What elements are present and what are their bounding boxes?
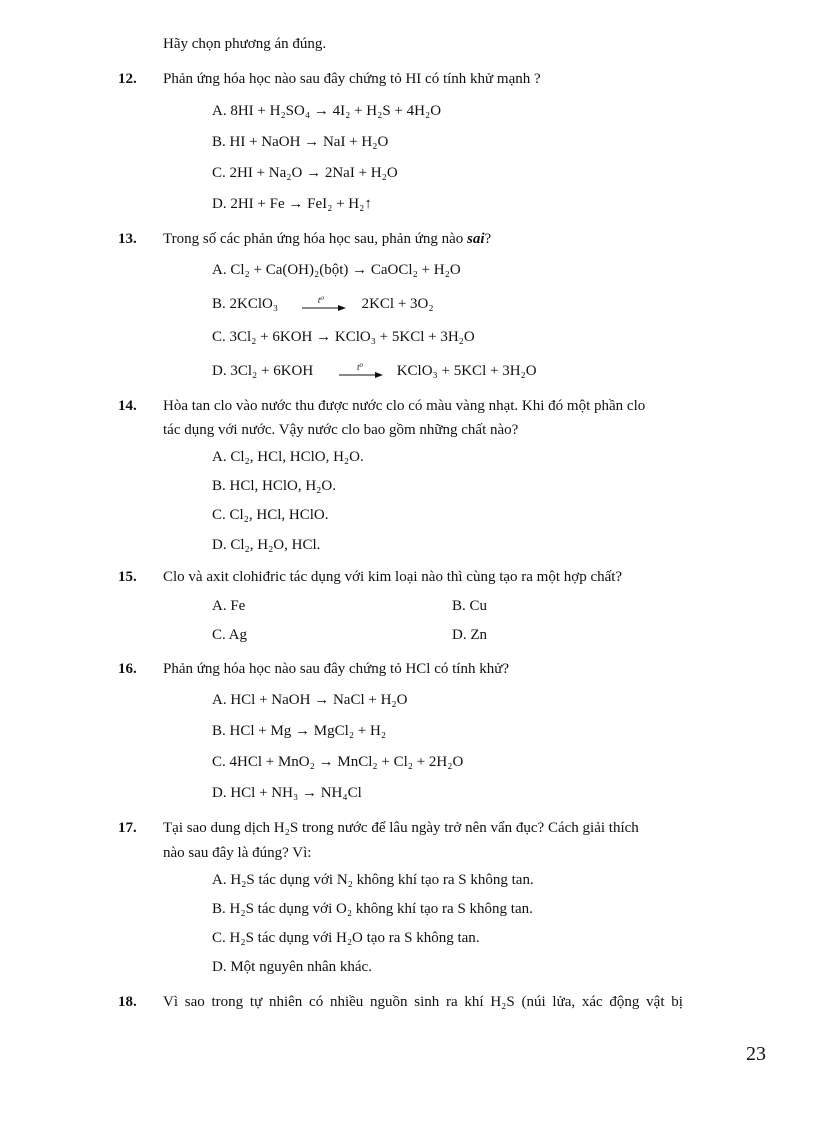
option-c: C. H₂S tác dụng với H₂O tạo ra S không tan.	[212, 930, 480, 946]
option-c: C. Cl₂, HCl, HClO.	[212, 507, 329, 523]
option-c: C. 2HI + Na₂O → 2NaI + H₂O	[212, 165, 398, 181]
question-text: Vì sao trong tự nhiên có nhiều nguồn sinh ra khí H₂S (núi lửa, xác động vật bị	[163, 994, 683, 1010]
question-text: Phản ứng hóa học nào sau đây chứng tỏ HCl có tính khử?	[163, 661, 509, 677]
option-d: D. Zn	[452, 627, 487, 643]
question-number: 18.	[118, 994, 137, 1010]
question-text-line-2: tác dụng với nước. Vậy nước clo bao gồm những chất nào?	[163, 422, 519, 438]
option-b: B. 2KClO₃ t⁰ 2KCl + 3O₂	[212, 294, 434, 312]
option-b: B. HCl + Mg → MgCl₂ + H₂	[212, 723, 387, 739]
page-number: 23	[746, 1043, 766, 1065]
option-a: A. Cl₂, HCl, HClO, H₂O.	[212, 449, 364, 465]
option-a: A. Fe	[212, 598, 246, 614]
question-number: 17.	[118, 820, 137, 836]
option-c: C. Ag	[212, 627, 248, 643]
option-a: A. Cl₂ + Ca(OH)₂(bột) → CaOCl₂ + H₂O	[212, 262, 461, 278]
option-c: C. 4HCl + MnO₂ → MnCl₂ + Cl₂ + 2H₂O	[212, 754, 464, 770]
option-d: D. 3Cl₂ + 6KOH t⁰ KClO₃ + 5KCl + 3H₂O	[212, 361, 537, 379]
question-text: Clo và axit clohiđric tác dụng với kim loại nào thì cùng tạo ra một hợp chất?	[163, 569, 623, 585]
question-text-line-1: Hòa tan clo vào nước thu được nước clo có màu vàng nhạt. Khi đó một phần clo	[163, 398, 646, 414]
question-text-line-2: nào sau đây là đúng? Vì:	[163, 845, 312, 861]
question-text-line-1: Tại sao dung dịch H₂S trong nước để lâu ngày trở nên vẩn đục? Cách giải thích	[163, 820, 639, 836]
question-text: Trong số các phản ứng hóa học sau, phản ứng nào sai?	[163, 231, 492, 247]
question-number: 16.	[118, 661, 137, 677]
option-a: A. 8HI + H₂SO₄ → 4I₂ + H₂S + 4H₂O	[212, 103, 442, 119]
question-number: 14.	[118, 398, 137, 414]
heat-arrow-icon: t⁰	[339, 365, 383, 379]
heat-arrow-icon: t⁰	[302, 298, 346, 312]
question-number: 13.	[118, 231, 137, 247]
emphasis-sai: sai	[466, 231, 485, 247]
option-b: B. H₂S tác dụng với O₂ không khí tạo ra S không tan.	[212, 901, 533, 917]
option-d: D. Một nguyên nhân khác.	[212, 959, 372, 975]
option-b: B. Cu	[452, 598, 488, 614]
instruction-text: Hãy chọn phương án đúng.	[163, 36, 327, 52]
option-b: B. HI + NaOH → NaI + H₂O	[212, 134, 389, 150]
question-text: Phản ứng hóa học nào sau đây chứng tỏ HI có tính khử mạnh ?	[163, 71, 541, 87]
option-d: D. HCl + NH₃ → NH₄Cl	[212, 785, 362, 801]
option-d: D. Cl₂, H₂O, HCl.	[212, 537, 321, 553]
question-number: 15.	[118, 569, 137, 585]
option-c: C. 3Cl₂ + 6KOH → KClO₃ + 5KCl + 3H₂O	[212, 329, 475, 345]
option-b: B. HCl, HClO, H₂O.	[212, 478, 336, 494]
option-d: D. 2HI + Fe → FeI₂ + H₂↑	[212, 196, 372, 212]
option-a: A. H₂S tác dụng với N₂ không khí tạo ra S không tan.	[212, 872, 534, 888]
question-number: 12.	[118, 71, 137, 87]
option-a: A. HCl + NaOH → NaCl + H₂O	[212, 692, 408, 708]
